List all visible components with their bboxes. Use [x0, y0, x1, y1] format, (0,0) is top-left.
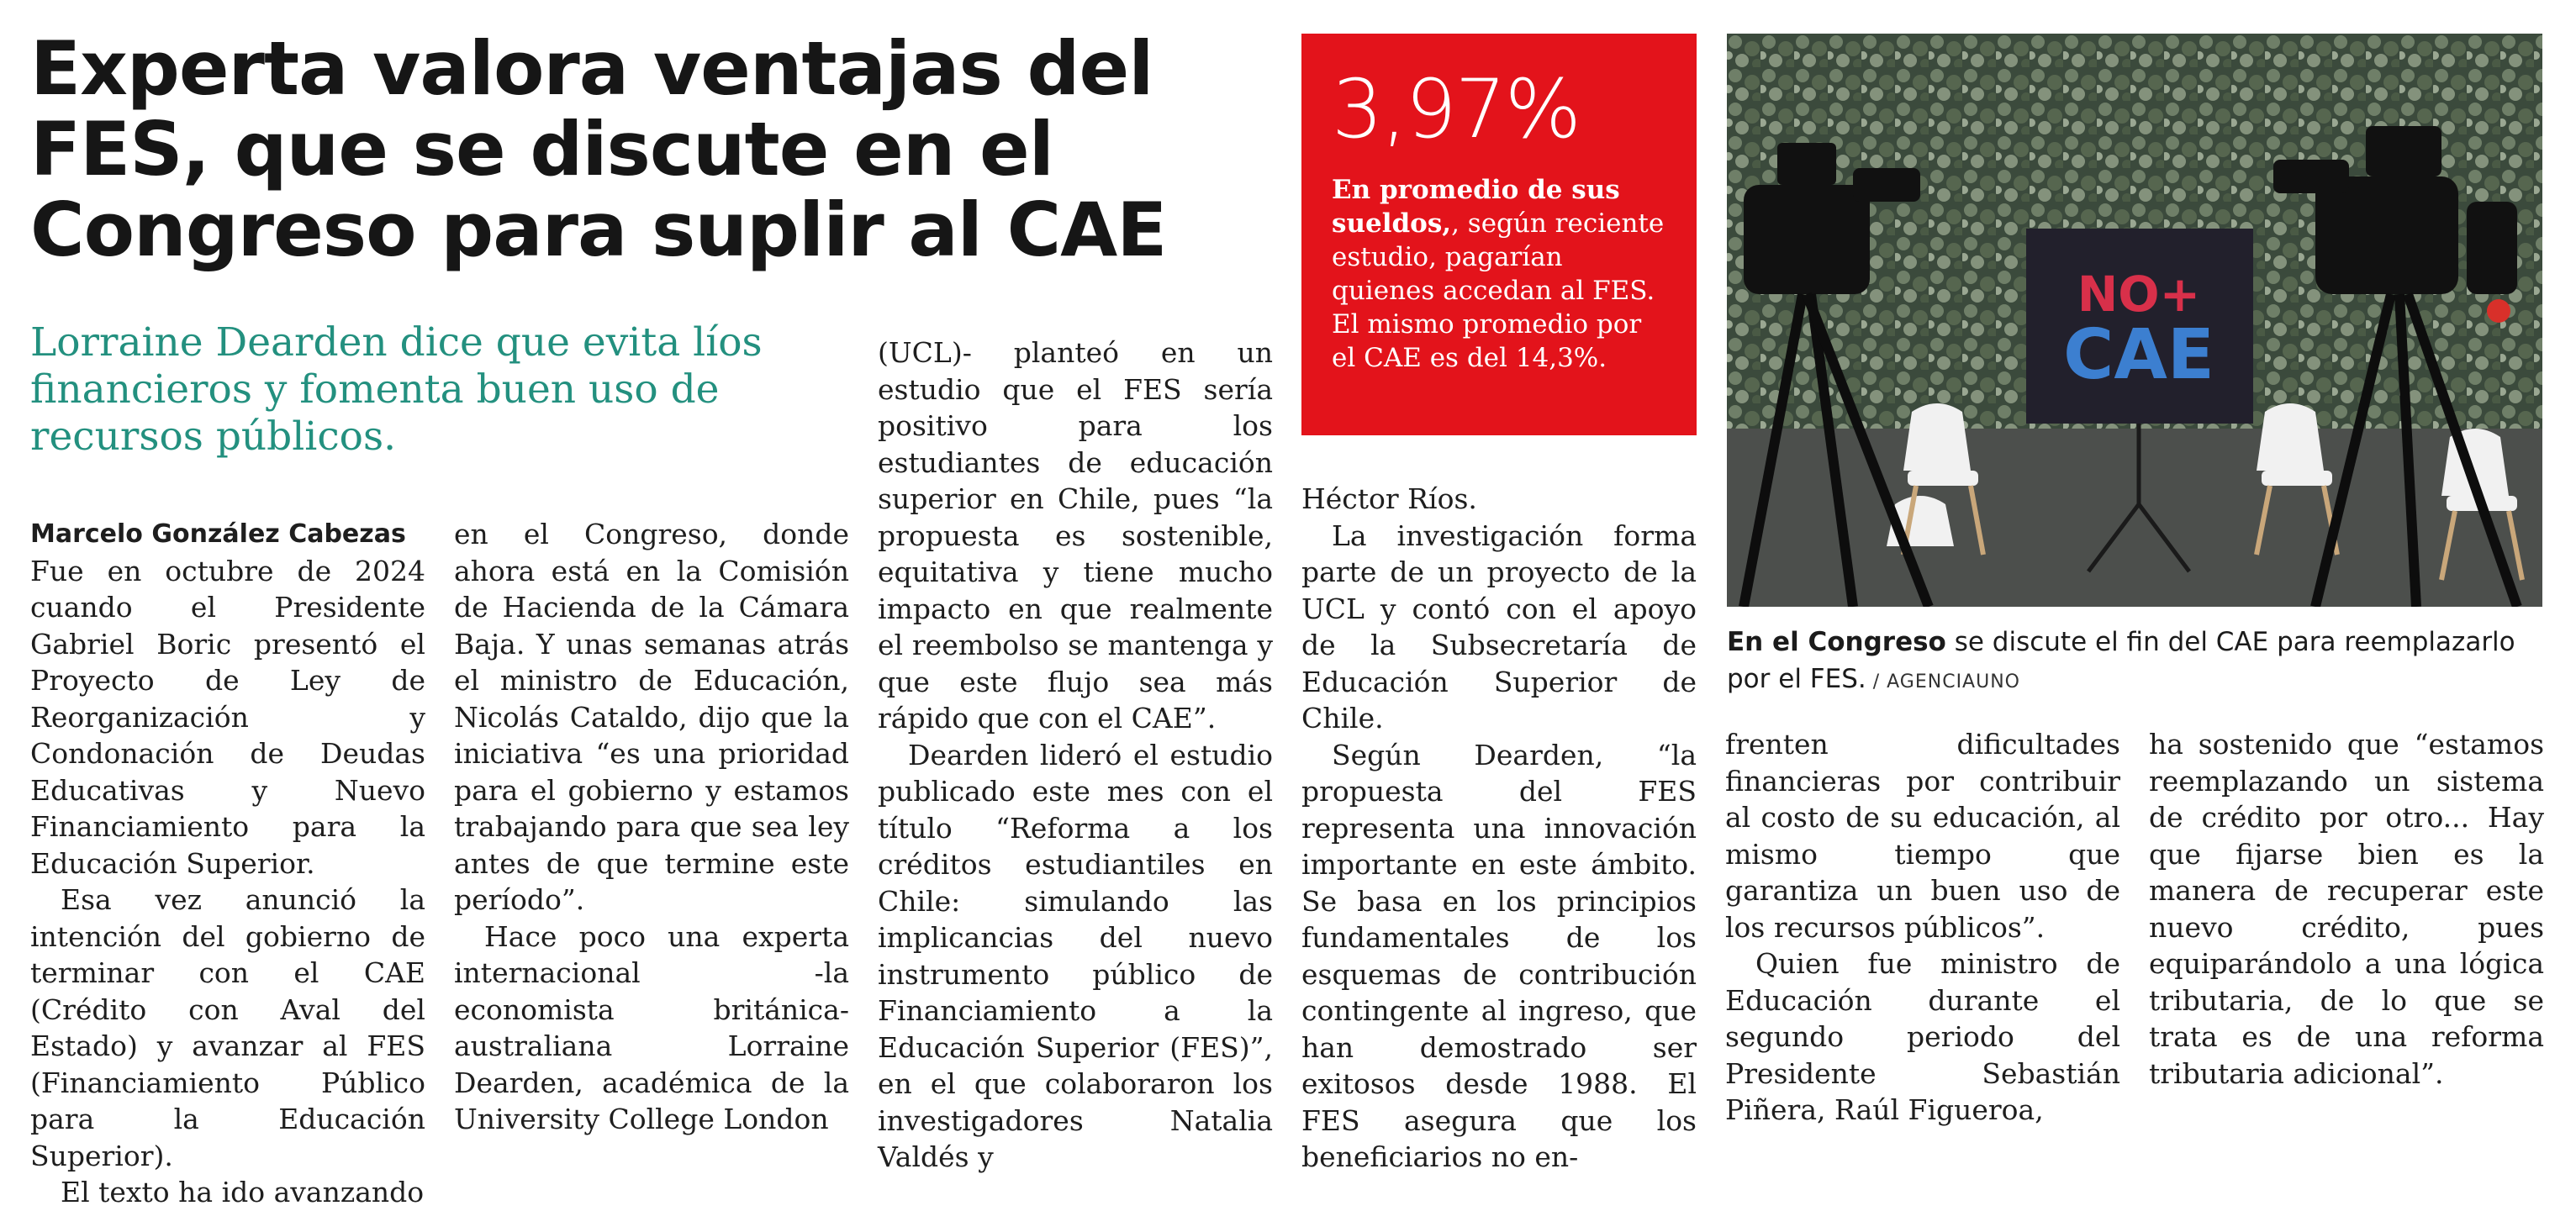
- paragraph: Hace poco una experta internacional -la economista británica-australiana Lorraine Dearden, académica de la University College London: [454, 919, 849, 1135]
- paragraph: Fue en octubre de 2024 cuando el Presidente Gabriel Boric presentó el Proyecto de Ley de Reorganización y Condonación de Deudas Educativas y Nuevo Financiamiento para la Educación Superior.: [30, 554, 425, 880]
- stat-bold-text: En promedio de sus sueldos,: [1332, 175, 1620, 239]
- paragraph: frenten dificultades financieras por contribuir al costo de su educación, al mismo tiempo que garantiza un buen uso de los recursos públicos”.: [1725, 728, 2120, 944]
- article-column-5: [1725, 726, 2120, 1129]
- paragraph: ha sostenido que “estamos reemplazando un sistema de crédito por otro... Hay que fijarse bien es la manera de recuperar este nuevo crédito, pues equiparándolo a una lógica tributaria, de lo que se trata es de una reforma tributaria adicional”.: [2149, 728, 2544, 1090]
- photo-illustration: [1727, 34, 2542, 607]
- photo-credit: / AGENCIAUNO: [1866, 671, 2020, 692]
- article-column-2: [454, 516, 849, 1138]
- paragraph: La investigación forma parte de un proyecto de la UCL y contó con el apoyo de la Subsecretaría de Educación Superior de Chile.: [1301, 519, 1697, 734]
- news-photo: [1727, 34, 2542, 607]
- caption-text: se discute el fin del CAE para reemplazarlo por el FES.: [1727, 627, 2515, 694]
- paragraph: Dearden lideró el estudio publicado este mes con el título “Reforma a los créditos estudiantiles en Chile: simulando las implicancias del nuevo instrumento público de Financiamiento a la Educación Superior (FES)”, en el que colaboraron los investigadores Natalia Valdés y: [878, 738, 1273, 1173]
- byline: Marcelo González Cabezas: [30, 519, 406, 549]
- paragraph: Héctor Ríos.: [1301, 482, 1477, 515]
- article-column-6: [2149, 726, 2544, 1092]
- paragraph: Quien fue ministro de Educación durante el segundo periodo del Presidente Sebastián Piñera, Raúl Figueroa,: [1725, 947, 2120, 1126]
- subhead: Lorraine Dearden dice que evita líos financieros y fomenta buen uso de recursos públicos.: [30, 319, 763, 460]
- article-column-4: [1301, 481, 1697, 1176]
- sign-text-top: NO+: [2077, 266, 2201, 323]
- stat-text: , según reciente estudio, pagarían quienes accedan al FES. El mismo promedio por el CAE es del 14,3%.: [1332, 208, 1665, 373]
- paragraph: en el Congreso, donde ahora está en la Comisión de Hacienda de la Cámara Baja. Y unas semanas atrás el ministro de Educación, Nicolás Cataldo, dijo que la iniciativa “es una prioridad para el gobierno y estamos trabajando para que sea ley antes de que termine este período”.: [454, 518, 849, 916]
- stat-value: 3,97%: [1332, 62, 1580, 156]
- headline: Experta valora ventajas del FES, que se discute en el Congreso para suplir al CAE: [30, 25, 1167, 273]
- paragraph: Esa vez anunció la intención del gobierno de terminar con el CAE (Crédito con Aval del Estado) y avanzar al FES (Financiamiento Público para la Educación Superior).: [30, 883, 425, 1172]
- stat-box: [1301, 34, 1697, 435]
- paragraph: El texto ha ido avanzando: [61, 1176, 425, 1208]
- paragraph: Según Dearden, “la propuesta del FES representa una innovación importante en este ámbito. Se basa en los principios fundamentales de los esquemas de contribución contingente al ingreso, que han demostrado ser exitosos desde 1988. El FES asegura que los beneficiarios no en-: [1301, 738, 1697, 1173]
- photo-caption: [1727, 624, 2559, 701]
- sign-text-bottom: CAE: [2063, 315, 2214, 395]
- article-column-3: [878, 334, 1273, 1176]
- caption-bold: En el Congreso: [1727, 627, 1946, 657]
- paragraph: (UCL)- planteó en un estudio que el FES sería positivo para los estudiantes de educación superior en Chile, pues “la propuesta es sostenible, equitativa y tiene mucho impacto en que realmente el reembolso se mantenga y que este flujo sea más rápido que con el CAE”.: [878, 336, 1273, 734]
- stat-description: [1332, 173, 1666, 375]
- camera-light: [2487, 299, 2510, 323]
- article-column-1: [30, 516, 425, 1211]
